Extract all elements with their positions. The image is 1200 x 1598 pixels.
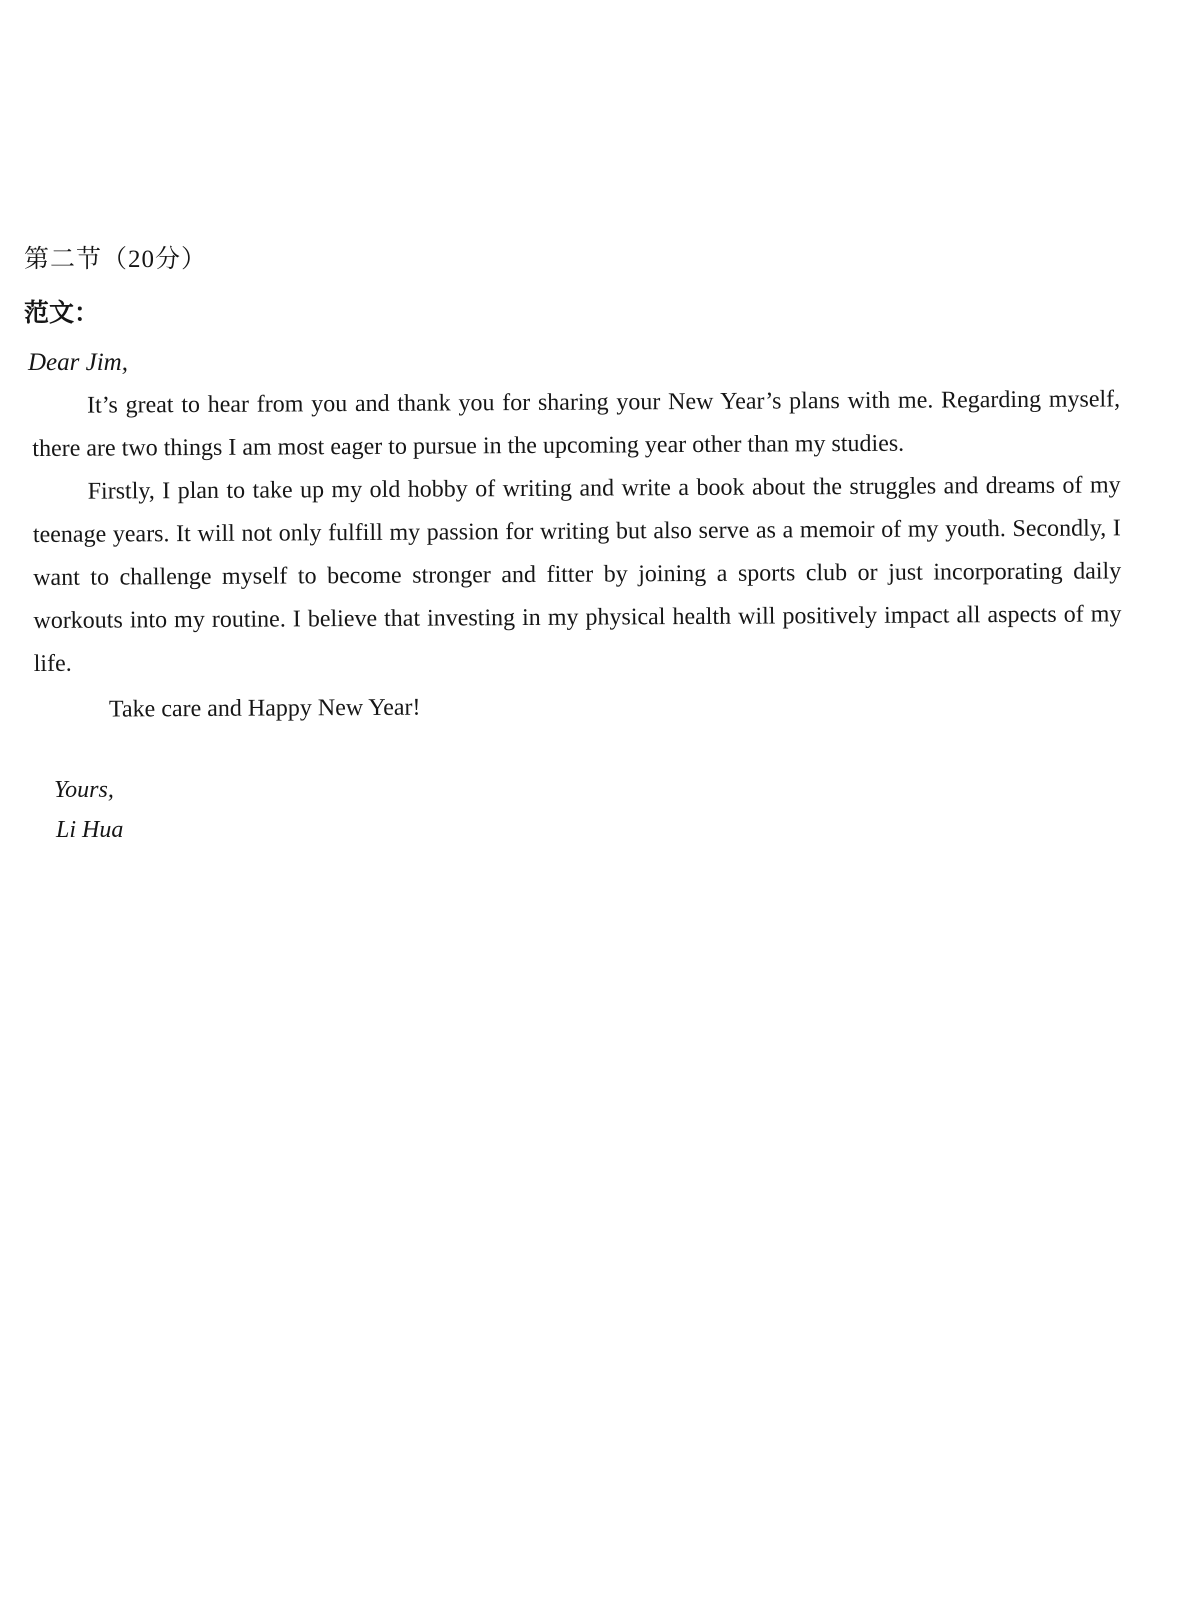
letter-paragraph-intro: It’s great to hear from you and thank you for sharing your New Year’s plans with me. Regarding myself, there are two things I am most eager to pursue in the upcoming year other than my studies. <box>32 386 1121 462</box>
letter-body <box>32 378 1122 734</box>
letter-signature: Li Hua <box>56 817 124 843</box>
section-heading: 第二节（20分） <box>24 246 208 273</box>
letter-closing-line: Take care and Happy New Year! <box>108 694 421 723</box>
letter-paragraph-plans: Firstly, I plan to take up my old hobby of writing and write a book about the struggles and dreams of my teenage years. It will not only fulfill my passion for writing but also serve as a memoir of my youth. Secondly, I want to challenge myself to become stronger and fitter by joining a sports club or just incorporating daily workouts into my routine. I believe that investing in my physical health will positively impact all aspects of my life. <box>32 472 1122 677</box>
letter-salutation: Dear Jim, <box>28 349 128 376</box>
model-essay-label: 范文： <box>24 300 100 327</box>
letter-signoff: Yours, <box>54 777 114 803</box>
